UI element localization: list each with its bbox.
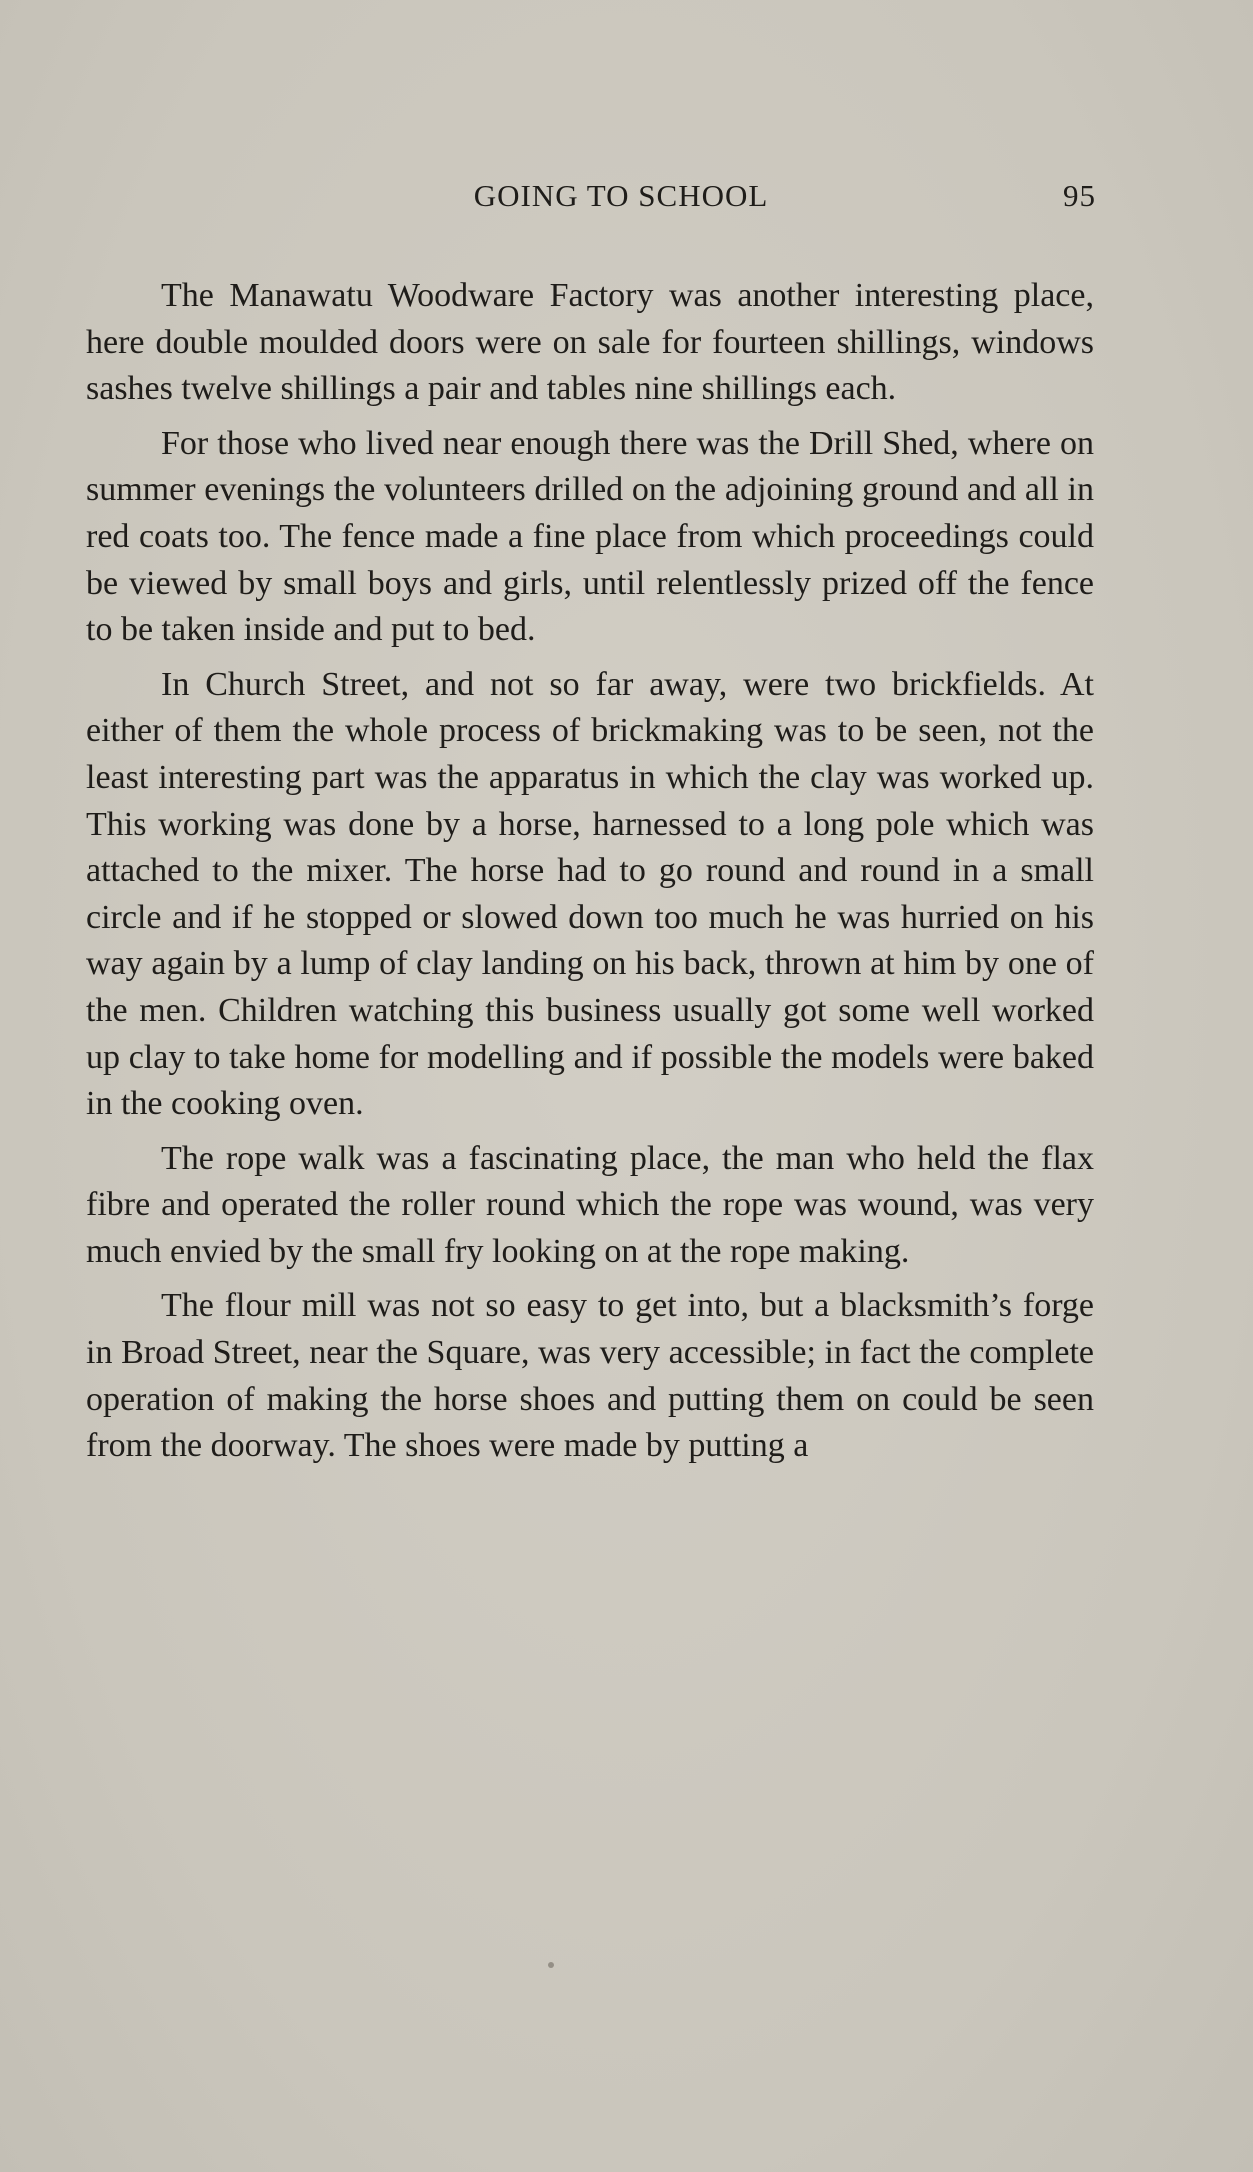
paragraph-rope-walk: The rope walk was a fascinating place, the man who held the flax fibre and operated the roller round which the rope was wound, was very much envied by the small fry looking on at the rope making.	[86, 1139, 1094, 1270]
paragraph-brickfields: In Church Street, and not so far away, were two brickfields. At either of them the whole process of brickmaking was to be seen, not the least interesting part was the apparatus in which the clay was worked up. This working was done by a horse, harnessed to a long pole which was attached to the mixer. The horse had to go round and round in a small circle and if he stopped or slowed down too much he was hurried on his way again by a lump of clay landing on his back, thrown at him by one of the men. Children watching this business usually got some well worked up clay to take home for modelling and if possible the models were baked in the cooking oven.	[86, 665, 1094, 1123]
running-title: GOING TO SCHOOL	[473, 178, 769, 213]
page-number: 95	[1063, 178, 1096, 213]
body-text	[86, 273, 1094, 1478]
paper-speck	[548, 1962, 554, 1968]
running-head	[86, 178, 1096, 218]
paragraph-woodware-factory: The Manawatu Woodware Factory was another interesting place, here double moulded doors were on sale for fourteen shillings, windows sashes twelve shillings a pair and tables nine shillings each.	[86, 277, 1094, 408]
paragraph-drill-shed: For those who lived near enough there was the Drill Shed, where on summer evenings the volunteers drilled on the adjoining ground and all in red coats too. The fence made a fine place from which proceedings could be viewed by small boys and girls, until relentlessly prized off the fence to be taken inside and put to bed.	[86, 424, 1094, 649]
paragraph-flour-mill: The flour mill was not so easy to get into, but a blacksmith’s forge in Broad Street, near the Square, was very accessible; in fact the complete operation of making the horse shoes and putting them on could be seen from the doorway. The shoes were made by putting a	[86, 1287, 1094, 1465]
